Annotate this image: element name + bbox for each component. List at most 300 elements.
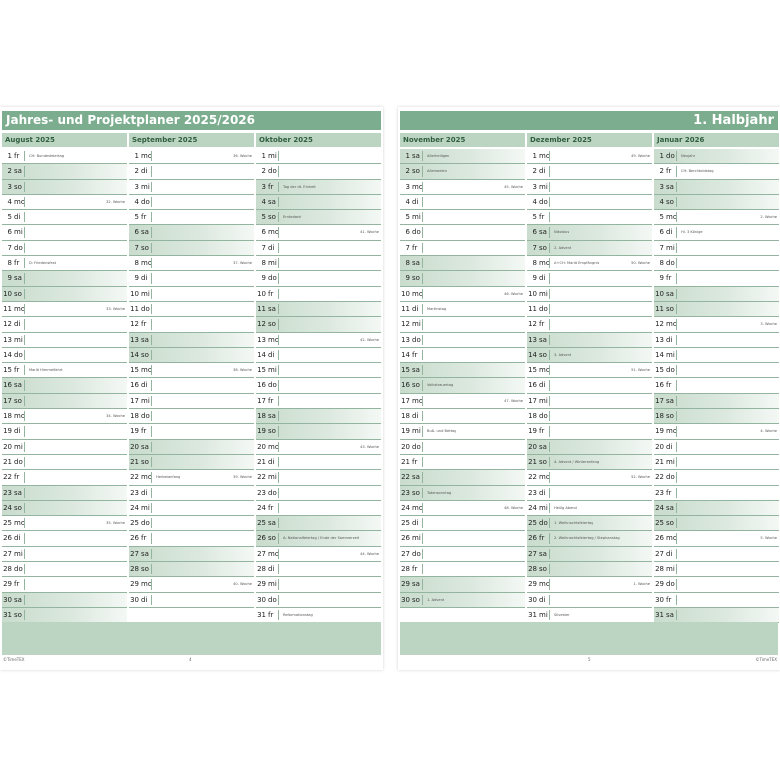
day-number: 30 (528, 595, 537, 604)
day-row[interactable] (400, 287, 525, 302)
month-header: August 2025 (2, 133, 127, 147)
day-row[interactable] (654, 210, 779, 225)
day-number: 7 (405, 243, 410, 252)
day-row[interactable] (2, 195, 127, 210)
day-row[interactable] (400, 409, 525, 424)
weekday-label: di (666, 549, 673, 558)
day-row[interactable] (654, 409, 779, 424)
day-row[interactable] (654, 516, 779, 531)
day-row[interactable] (256, 271, 381, 286)
day-row[interactable] (256, 149, 381, 164)
day-divider (278, 319, 279, 329)
day-row[interactable] (527, 287, 652, 302)
day-row[interactable] (256, 302, 381, 317)
day-row[interactable] (129, 470, 254, 485)
day-row[interactable] (527, 378, 652, 393)
day-row[interactable] (654, 486, 779, 501)
day-row[interactable] (527, 164, 652, 179)
day-number: 18 (401, 412, 410, 421)
day-divider (24, 258, 25, 268)
day-row[interactable] (256, 516, 381, 531)
day-row[interactable] (400, 195, 525, 210)
day-row[interactable] (256, 424, 381, 439)
day-row[interactable] (2, 302, 127, 317)
day-row[interactable] (256, 195, 381, 210)
day-row[interactable] (654, 501, 779, 516)
day-number: 14 (257, 350, 266, 359)
day-number: 21 (655, 457, 664, 466)
weekday-label: so (539, 243, 547, 252)
day-row[interactable] (2, 256, 127, 271)
day-row[interactable] (129, 317, 254, 332)
day-row[interactable] (256, 180, 381, 195)
day-row[interactable] (2, 149, 127, 164)
day-row[interactable] (527, 195, 652, 210)
day-divider (278, 304, 279, 314)
day-row[interactable] (129, 164, 254, 179)
day-number: 29 (257, 580, 266, 589)
day-divider (24, 243, 25, 253)
day-row[interactable] (654, 455, 779, 470)
calendar-week-label: 37. Woche (233, 261, 252, 266)
weekday-label: mi (412, 534, 421, 543)
day-row[interactable] (2, 333, 127, 348)
day-divider (278, 610, 279, 620)
day-row[interactable] (527, 424, 652, 439)
day-row[interactable] (256, 348, 381, 363)
day-row[interactable] (527, 149, 652, 164)
day-row[interactable] (527, 501, 652, 516)
day-row[interactable] (654, 195, 779, 210)
day-row[interactable] (129, 256, 254, 271)
weekday-label: fr (141, 534, 147, 543)
day-divider (151, 549, 152, 559)
day-number: 4 (134, 197, 139, 206)
calendar-week-label: 46. Woche (504, 291, 523, 296)
day-number: 26 (3, 534, 12, 543)
day-row[interactable] (400, 210, 525, 225)
day-row[interactable] (2, 424, 127, 439)
day-row[interactable] (654, 440, 779, 455)
day-row[interactable] (654, 317, 779, 332)
day-row[interactable] (527, 317, 652, 332)
day-row[interactable] (400, 333, 525, 348)
page-number: 4 (189, 657, 192, 662)
day-row[interactable] (129, 271, 254, 286)
day-row[interactable] (2, 516, 127, 531)
day-row[interactable] (2, 455, 127, 470)
day-row[interactable] (400, 241, 525, 256)
weekday-label: fr (141, 320, 147, 329)
day-row[interactable] (654, 256, 779, 271)
day-row[interactable] (256, 287, 381, 302)
day-number: 11 (655, 304, 664, 313)
holiday-note: CH: Bundesfeiertag (29, 154, 65, 158)
day-row[interactable] (527, 302, 652, 317)
day-row[interactable] (256, 531, 381, 546)
day-row[interactable] (2, 317, 127, 332)
day-row[interactable] (129, 378, 254, 393)
day-row[interactable] (400, 516, 525, 531)
weekday-label: so (141, 350, 149, 359)
day-divider (24, 457, 25, 467)
day-divider (676, 319, 677, 329)
holiday-note: Volkstrauertag (427, 383, 454, 388)
weekday-label: di (666, 442, 673, 451)
day-row[interactable] (527, 577, 652, 592)
weekday-label: sa (268, 197, 276, 206)
weekday-label: mi (539, 289, 548, 298)
day-divider (549, 411, 550, 421)
day-divider (549, 564, 550, 574)
day-divider (422, 457, 423, 467)
day-row[interactable] (2, 180, 127, 195)
weekday-label: mo (539, 580, 551, 589)
day-row[interactable] (256, 577, 381, 592)
day-row[interactable] (527, 531, 652, 546)
day-number: 4 (7, 197, 12, 206)
day-number: 11 (528, 304, 537, 313)
day-row[interactable] (256, 608, 381, 623)
day-row[interactable] (654, 593, 779, 608)
day-row[interactable] (2, 440, 127, 455)
day-row[interactable] (400, 577, 525, 592)
day-row[interactable] (2, 287, 127, 302)
day-row[interactable] (256, 486, 381, 501)
day-row[interactable] (2, 394, 127, 409)
day-divider (549, 365, 550, 375)
day-row[interactable] (129, 195, 254, 210)
day-row[interactable] (129, 409, 254, 424)
planner-page-right (398, 107, 780, 670)
day-row[interactable] (129, 348, 254, 363)
weekday-label: mo (539, 473, 551, 482)
day-row[interactable] (654, 562, 779, 577)
day-row[interactable] (2, 363, 127, 378)
publisher-mark: ©TimeTEX (3, 657, 25, 662)
day-row[interactable] (2, 164, 127, 179)
day-row[interactable] (527, 363, 652, 378)
weekday-label: mi (268, 580, 277, 589)
day-row[interactable] (256, 256, 381, 271)
day-row[interactable] (400, 470, 525, 485)
day-row[interactable] (256, 378, 381, 393)
day-row[interactable] (527, 241, 652, 256)
holiday-note: Mariä Himmelfahrt (29, 368, 63, 373)
day-row[interactable] (654, 378, 779, 393)
day-divider (278, 549, 279, 559)
day-row[interactable] (400, 302, 525, 317)
weekday-label: fr (141, 213, 147, 222)
day-row[interactable] (2, 409, 127, 424)
day-row[interactable] (2, 348, 127, 363)
day-divider (278, 488, 279, 498)
day-number: 11 (401, 304, 410, 313)
day-row[interactable] (400, 164, 525, 179)
day-divider (151, 304, 152, 314)
weekday-label: sa (666, 396, 674, 405)
holiday-note: Nikolaus (554, 230, 570, 235)
day-row[interactable] (2, 531, 127, 546)
day-row[interactable] (256, 440, 381, 455)
weekday-label: fr (412, 350, 418, 359)
day-row[interactable] (2, 241, 127, 256)
day-number: 26 (528, 534, 537, 543)
day-row[interactable] (129, 593, 254, 608)
day-row[interactable] (129, 302, 254, 317)
day-row[interactable] (527, 180, 652, 195)
day-row[interactable] (400, 593, 525, 608)
weekday-label: di (141, 167, 148, 176)
day-number: 10 (3, 289, 12, 298)
day-row[interactable] (2, 547, 127, 562)
day-number: 17 (3, 396, 12, 405)
day-row[interactable] (256, 455, 381, 470)
day-number: 29 (130, 580, 139, 589)
day-row[interactable] (527, 271, 652, 286)
day-row[interactable] (129, 516, 254, 531)
day-row[interactable] (400, 317, 525, 332)
day-row[interactable] (2, 486, 127, 501)
day-row[interactable] (527, 348, 652, 363)
day-row[interactable] (256, 409, 381, 424)
weekday-label: do (268, 274, 277, 283)
day-row[interactable] (256, 225, 381, 240)
day-row[interactable] (527, 455, 652, 470)
day-row[interactable] (400, 149, 525, 164)
weekday-label: do (539, 412, 548, 421)
day-row[interactable] (527, 470, 652, 485)
day-row[interactable] (527, 562, 652, 577)
weekday-label: di (268, 350, 275, 359)
day-number: 6 (532, 228, 537, 237)
day-row[interactable] (654, 271, 779, 286)
day-row[interactable] (256, 241, 381, 256)
day-row[interactable] (2, 577, 127, 592)
day-row[interactable] (400, 501, 525, 516)
weekday-label: mo (539, 366, 551, 375)
day-divider (151, 503, 152, 513)
day-row[interactable] (400, 378, 525, 393)
day-row[interactable] (400, 531, 525, 546)
day-row[interactable] (654, 348, 779, 363)
day-row[interactable] (2, 225, 127, 240)
weekday-label: di (666, 335, 673, 344)
weekday-label: fr (539, 534, 545, 543)
weekday-label: sa (14, 595, 22, 604)
day-row[interactable] (129, 501, 254, 516)
weekday-label: mi (666, 565, 675, 574)
weekday-label: do (14, 457, 23, 466)
weekday-label: sa (412, 259, 420, 268)
day-row[interactable] (654, 241, 779, 256)
day-row[interactable] (654, 363, 779, 378)
weekday-label: mo (141, 580, 153, 589)
day-row[interactable] (129, 577, 254, 592)
day-number: 12 (528, 320, 537, 329)
day-row[interactable] (256, 547, 381, 562)
day-row[interactable] (2, 210, 127, 225)
day-row[interactable] (400, 547, 525, 562)
day-row[interactable] (400, 180, 525, 195)
weekday-label: fr (666, 167, 672, 176)
holiday-note: A: Nationalfeiertag / Ende der Sommerzeit (283, 536, 360, 541)
day-row[interactable] (654, 287, 779, 302)
planner-page-left (0, 107, 383, 670)
weekday-label: do (141, 412, 150, 421)
day-row[interactable] (256, 333, 381, 348)
day-number: 10 (655, 289, 664, 298)
day-row[interactable] (129, 562, 254, 577)
day-divider (151, 166, 152, 176)
day-row[interactable] (527, 333, 652, 348)
day-number: 30 (655, 595, 664, 604)
day-row[interactable] (654, 424, 779, 439)
day-row[interactable] (129, 149, 254, 164)
day-divider (278, 396, 279, 406)
holiday-note: Reformationstag (283, 612, 313, 617)
day-row[interactable] (2, 608, 127, 623)
day-row[interactable] (527, 210, 652, 225)
month-header: September 2025 (129, 133, 254, 147)
day-divider (676, 166, 677, 176)
day-row[interactable] (654, 394, 779, 409)
day-divider (676, 380, 677, 390)
day-row[interactable] (2, 562, 127, 577)
day-row[interactable] (129, 241, 254, 256)
day-row[interactable] (256, 363, 381, 378)
day-divider (549, 258, 550, 268)
day-row[interactable] (654, 333, 779, 348)
day-row[interactable] (256, 470, 381, 485)
day-divider (422, 426, 423, 436)
day-row[interactable] (400, 225, 525, 240)
day-row[interactable] (129, 180, 254, 195)
notes-box (2, 622, 381, 655)
weekday-label: sa (539, 442, 547, 451)
day-row[interactable] (654, 149, 779, 164)
weekday-label: sa (14, 488, 22, 497)
day-divider (24, 549, 25, 559)
day-row[interactable] (654, 531, 779, 546)
day-row[interactable] (654, 225, 779, 240)
day-row[interactable] (400, 440, 525, 455)
day-row[interactable] (129, 363, 254, 378)
day-row[interactable] (256, 562, 381, 577)
day-row[interactable] (527, 593, 652, 608)
day-row[interactable] (527, 547, 652, 562)
day-row[interactable] (129, 440, 254, 455)
day-row[interactable] (400, 394, 525, 409)
day-number: 23 (655, 488, 664, 497)
day-row[interactable] (400, 271, 525, 286)
weekday-label: mo (14, 412, 26, 421)
calendar-week-label: 2. Woche (760, 215, 777, 220)
day-divider (549, 488, 550, 498)
day-row[interactable] (400, 562, 525, 577)
weekday-label: di (141, 595, 148, 604)
day-row[interactable] (129, 547, 254, 562)
day-row[interactable] (256, 394, 381, 409)
day-row[interactable] (527, 440, 652, 455)
day-row[interactable] (400, 486, 525, 501)
day-number: 23 (3, 488, 12, 497)
day-row[interactable] (129, 210, 254, 225)
day-row[interactable] (256, 593, 381, 608)
day-number: 25 (528, 519, 537, 528)
day-row[interactable] (654, 470, 779, 485)
day-row[interactable] (654, 608, 779, 623)
weekday-label: do (268, 381, 277, 390)
calendar-week-label: 5. Woche (760, 536, 777, 541)
day-number: 6 (405, 228, 410, 237)
day-row[interactable] (527, 486, 652, 501)
day-row[interactable] (129, 486, 254, 501)
day-row[interactable] (400, 256, 525, 271)
day-row[interactable] (2, 501, 127, 516)
day-row[interactable] (256, 501, 381, 516)
day-row[interactable] (400, 455, 525, 470)
day-row[interactable] (256, 317, 381, 332)
day-number: 28 (528, 565, 537, 574)
day-row[interactable] (527, 608, 652, 623)
holiday-note: Heilig Abend (554, 505, 577, 510)
day-row[interactable] (527, 256, 652, 271)
day-row[interactable] (654, 547, 779, 562)
day-divider (24, 227, 25, 237)
day-row[interactable] (129, 455, 254, 470)
day-number: 7 (532, 243, 537, 252)
day-row[interactable] (2, 470, 127, 485)
day-row[interactable] (527, 409, 652, 424)
calendar-week-label: 48. Woche (504, 505, 523, 510)
day-number: 7 (659, 243, 664, 252)
day-divider (676, 595, 677, 605)
day-row[interactable] (527, 394, 652, 409)
day-number: 1 (134, 152, 139, 160)
day-row[interactable] (654, 577, 779, 592)
day-row[interactable] (129, 424, 254, 439)
weekday-label: di (539, 381, 546, 390)
day-row[interactable] (256, 164, 381, 179)
day-number: 5 (532, 213, 537, 222)
day-row[interactable] (129, 531, 254, 546)
day-row[interactable] (129, 287, 254, 302)
day-number: 21 (401, 457, 410, 466)
day-row[interactable] (2, 378, 127, 393)
day-row[interactable] (527, 225, 652, 240)
weekday-label: di (412, 304, 419, 313)
month-column-september (129, 133, 254, 608)
weekday-label: fr (14, 152, 20, 160)
day-row[interactable] (400, 424, 525, 439)
day-row[interactable] (400, 348, 525, 363)
day-row[interactable] (2, 271, 127, 286)
day-row[interactable] (654, 302, 779, 317)
day-row[interactable] (400, 363, 525, 378)
day-row[interactable] (527, 516, 652, 531)
day-row[interactable] (654, 164, 779, 179)
day-divider (24, 518, 25, 528)
day-divider (549, 518, 550, 528)
day-row[interactable] (129, 225, 254, 240)
day-number: 8 (405, 259, 410, 268)
day-row[interactable] (256, 210, 381, 225)
day-row[interactable] (129, 394, 254, 409)
day-row[interactable] (2, 593, 127, 608)
day-row[interactable] (654, 180, 779, 195)
day-row[interactable] (129, 333, 254, 348)
